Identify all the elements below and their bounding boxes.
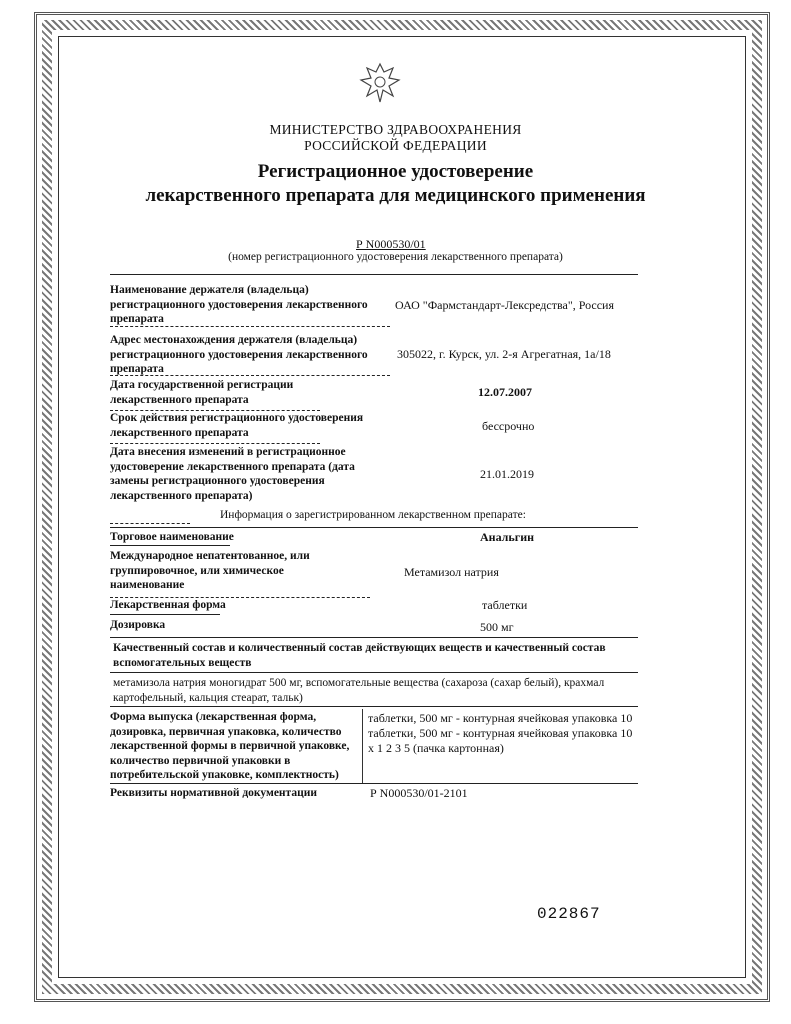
- release-form-label: Форма выпуска (лекарственная форма, дозировка, первичная упаковка, количество лекарственной формы в первичной упаковке, количество первичной упаковки в потребительской упаковке, комплектность): [110, 711, 350, 781]
- holder-name-label: Наименование держателя (владельца) регистрационного удостоверения лекарственного препарата: [110, 284, 368, 325]
- document-title: Регистрационное удостоверение лекарственного препарата для медицинского применения: [145, 161, 646, 206]
- registration-number: Р N000530/01: [356, 237, 426, 251]
- divider: [110, 274, 638, 275]
- holder-address-value: 305022, г. Курск, ул. 2-я Агрегатная, 1а/18: [397, 347, 611, 361]
- trade-name-label: Торговое наименование: [110, 531, 234, 543]
- composition-heading: Качественный состав и количественный состав действующих веществ и качественный состав вспомогательных веществ: [113, 642, 606, 669]
- dosage-label: Дозировка: [110, 619, 166, 631]
- normative-doc-value: Р N000530/01-2101: [370, 786, 468, 800]
- validity-label: Срок действия регистрационного удостоверения лекарственного препарата: [110, 412, 364, 439]
- divider: [110, 614, 220, 615]
- divider: [110, 672, 638, 673]
- coat-of-arms-icon: [355, 58, 405, 108]
- release-form-line-1: таблетки, 500 мг - контурная ячейковая упаковка 10: [368, 711, 633, 725]
- divider: [362, 709, 363, 783]
- serial-number: 022867: [537, 905, 601, 923]
- dosage-form-value: таблетки: [482, 598, 528, 612]
- validity-value: бессрочно: [482, 419, 535, 433]
- registration-number-caption: (номер регистрационного удостоверения лекарственного препарата): [228, 251, 563, 263]
- holder-name-value: ОАО "Фармстандарт-Лексредства", Россия: [395, 298, 614, 312]
- divider: [110, 637, 638, 638]
- holder-address-label: Адрес местонахождения держателя (владельца) регистрационного удостоверения лекарственного препарата: [110, 334, 368, 375]
- composition-text: метамизола натрия моногидрат 500 мг, вспомогательные вещества (сахароза (сахар белый), крахмал картофельный, кальция стеарат, тальк): [113, 677, 605, 704]
- divider: [110, 443, 320, 444]
- dosage-value: 500 мг: [480, 620, 514, 634]
- inn-value: Метамизол натрия: [404, 565, 499, 579]
- changes-date-value: 21.01.2019: [480, 467, 534, 481]
- divider: [110, 706, 638, 707]
- registration-date-value: 12.07.2007: [478, 385, 532, 399]
- product-info-heading: Информация о зарегистрированном лекарственном препарате:: [220, 509, 526, 521]
- ministry-name: МИНИСТЕРСТВО ЗДРАВООХРАНЕНИЯ РОССИЙСКОЙ ФЕДЕРАЦИИ: [269, 122, 522, 153]
- changes-date-label: Дата внесения изменений в регистрационное удостоверение лекарственного препарата (дата замены регистрационного удостоверения лекарственного препарата): [110, 446, 355, 502]
- divider: [110, 375, 390, 376]
- registration-date-label: Дата государственной регистрации лекарственного препарата: [110, 379, 294, 406]
- divider: [110, 783, 638, 784]
- dosage-form-label: Лекарственная форма: [110, 599, 226, 611]
- normative-doc-label: Реквизиты нормативной документации: [110, 787, 317, 799]
- divider: [110, 523, 190, 524]
- trade-name-value: Анальгин: [480, 530, 535, 544]
- release-form-line-2: таблетки, 500 мг - контурная ячейковая упаковка 10: [368, 726, 633, 740]
- release-form-line-3: x 1 2 3 5 (пачка картонная): [368, 741, 504, 755]
- divider: [110, 326, 390, 327]
- divider: [110, 545, 230, 546]
- inn-label: Международное непатентованное, или группировочное, или химическое наименование: [110, 550, 310, 591]
- divider: [110, 527, 638, 528]
